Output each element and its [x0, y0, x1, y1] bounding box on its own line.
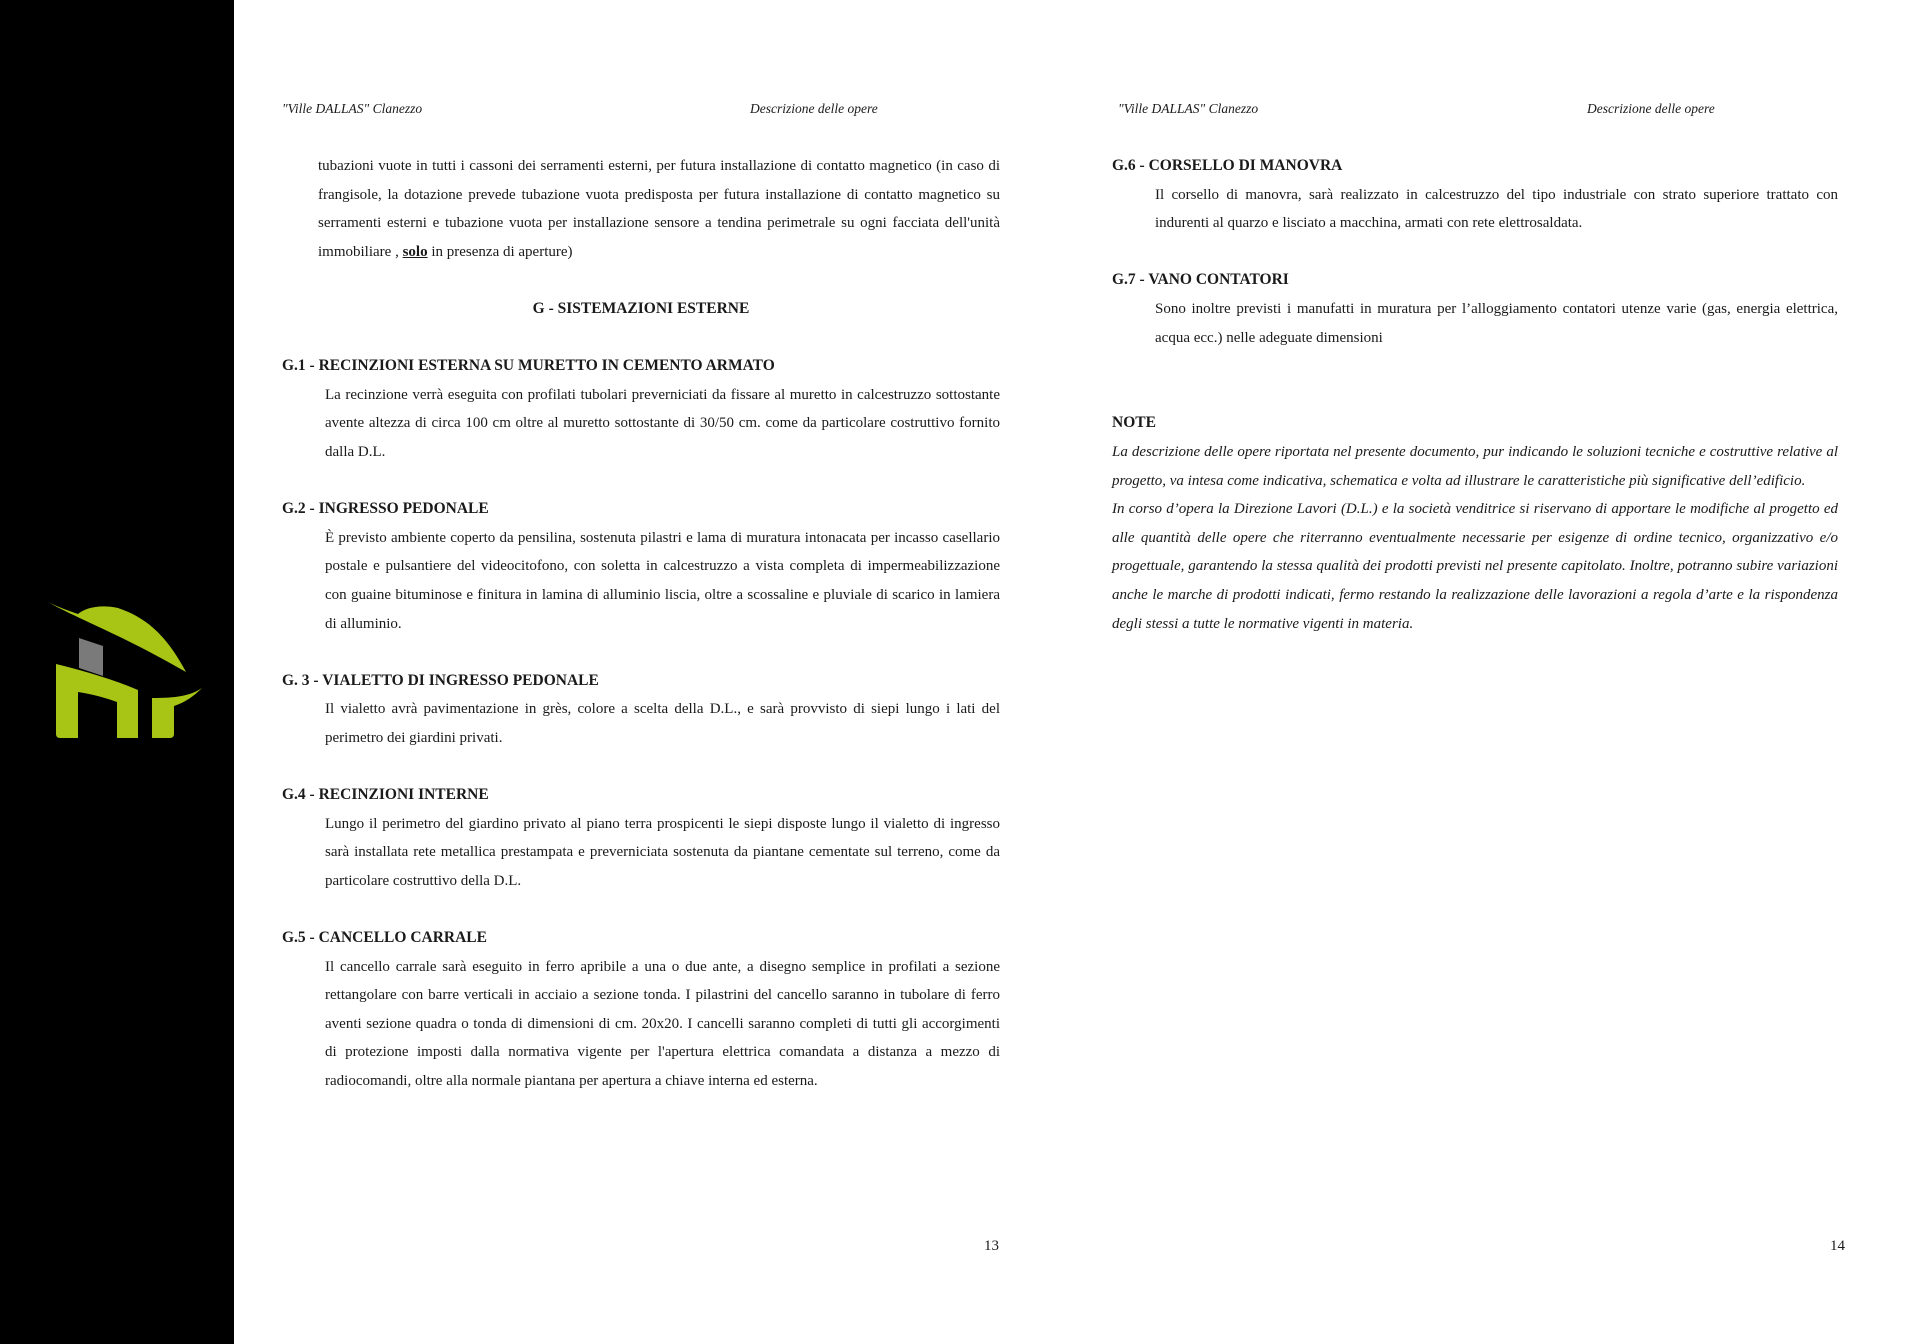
right-page-content [1112, 152, 1838, 638]
intro-tail: in presenza di aperture) [427, 243, 573, 260]
section-title-g5: G.5 - CANCELLO CARRALE [282, 929, 487, 947]
note-paragraph-1: La descrizione delle opere riportata nel presente documento, pur indicando le soluzioni tecniche e costruttive relative al progetto, va intesa come indicativa, schematica e volta ad illustrare le caratteristiche più significative dell’edificio. [1112, 443, 1838, 489]
section-body-g5: Il cancello carrale sarà eseguito in ferro apribile a una o due ante, a disegno semplice in profilati a sezione rettangolare con barre verticali in acciaio a sezione tonda. I pilastrini del cancello saranno in tubolare di ferro aventi sezione quadra o tonda di dimensioni di cm. 20x20. I cancelli saranno completi di tutti gli accorgimenti di protezione imposti dalla normativa vigente per l'apertura elettrica comandata a distanza a mezzo di radiocomandi, oltre alla normale piantana per apertura a chiave interna ed esterna. [325, 958, 1000, 1089]
intro-paragraph [318, 152, 1000, 266]
section-body-g6: Il corsello di manovra, sarà realizzato in calcestruzzo del tipo industriale con strato superiore trattato con indurenti al quarzo e lisciato a macchina, armati con rete elettrosaldata. [1155, 186, 1838, 232]
note-title: NOTE [1112, 414, 1156, 432]
header-project: "Ville DALLAS" Clanezzo [1118, 101, 1259, 116]
intro-text: tubazioni vuote in tutti i cassoni dei serramenti esterni, per futura installazione di contatto magnetico (in caso di frangisole, la dotazione prevede tubazione vuota predisposta per futura installazione di contatto magnetico su serramenti esterni e tubazione vuota per installazione sensore a tendina perimetrale su ogni facciata dell'unità immobiliare , [318, 158, 1000, 260]
section-body-g3: Il vialetto avrà pavimentazione in grès, colore a scelta della D.L., e sarà provvisto di siepi lungo i lati del perimetro dei giardini privati. [325, 701, 1000, 746]
section-body-g1: La recinzione verrà eseguita con profilati tubolari preverniciati da fissare al muretto in calcestruzzo sottostante avente altezza di circa 100 cm oltre al muretto sottostante di 30/50 cm. come da particolare costruttivo fornito dalla D.L. [325, 386, 1000, 460]
page-13 [234, 0, 1077, 1344]
house-logo-icon [40, 598, 210, 748]
section-title-g1: G.1 - RECINZIONI ESTERNA SU MURETTO IN CEMENTO ARMATO [282, 357, 775, 375]
section-title-g3: G. 3 - VIALETTO DI INGRESSO PEDONALE [282, 671, 599, 689]
section-title-g6: G.6 - CORSELLO DI MANOVRA [1112, 157, 1343, 174]
section-title-g4: G.4 - RECINZIONI INTERNE [282, 786, 489, 804]
header-doc-title: Descrizione delle opere [750, 101, 878, 116]
solo-emphasis: solo [402, 243, 428, 260]
black-sidebar [0, 0, 234, 1344]
section-body-g4: Lungo il perimetro del giardino privato al piano terra prospicenti le siepi disposte lungo il vialetto di ingresso sarà installata rete metallica prestampata e preverniciata sostenuta da piantane cementate sul terreno, come da particolare costruttivo della D.L. [325, 815, 1000, 889]
left-page-content [282, 152, 1000, 1096]
section-title-g7: G.7 - VANO CONTATORI [1112, 271, 1289, 289]
section-body-g7: Sono inoltre previsti i manufatti in muratura per l’alloggiamento contatori utenze varie (gas, energia elettrica, acqua ecc.) nelle adeguate dimensioni [1155, 300, 1838, 346]
chapter-title: G - SISTEMAZIONI ESTERNE [532, 299, 750, 317]
note-paragraph-2: In corso d’opera la Direzione Lavori (D.L.) e la società venditrice si riservano di apportare le modifiche al progetto ed alle quantità delle opere che riterranno eventualmente necessarie per esigenze di ordine tecnico, organizzativo e/o progettuale, garantendo la stessa qualità dei prodotti previsti nel presente capitolato. Inoltre, potranno subire variazioni anche le marche di prodotti indicati, fermo restando la realizzazione delle lavorazioni a regola d’arte e la rispondenza degli stessi a tutte le normative vigenti in materia. [1112, 501, 1838, 632]
header-doc-title: Descrizione delle opere [1587, 101, 1715, 116]
section-title-g2: G.2 - INGRESSO PEDONALE [282, 500, 489, 518]
page-number-13: 13 [984, 1238, 999, 1254]
header-project: "Ville DALLAS" Clanezzo [282, 101, 423, 116]
section-body-g2: È previsto ambiente coperto da pensilina, sostenuta pilastri e lama di muratura intonacata per incasso casellario postale e pulsantiere del videocitofono, con soletta in calcestruzzo a vista completa di impermeabilizzazione con guaine bituminose e finitura in lamina di alluminio liscia, oltre a scossaline e pluviale di scarico in lamiera di alluminio. [325, 529, 1000, 632]
page-14 [1077, 0, 1920, 1344]
page-number-14: 14 [1830, 1238, 1845, 1254]
